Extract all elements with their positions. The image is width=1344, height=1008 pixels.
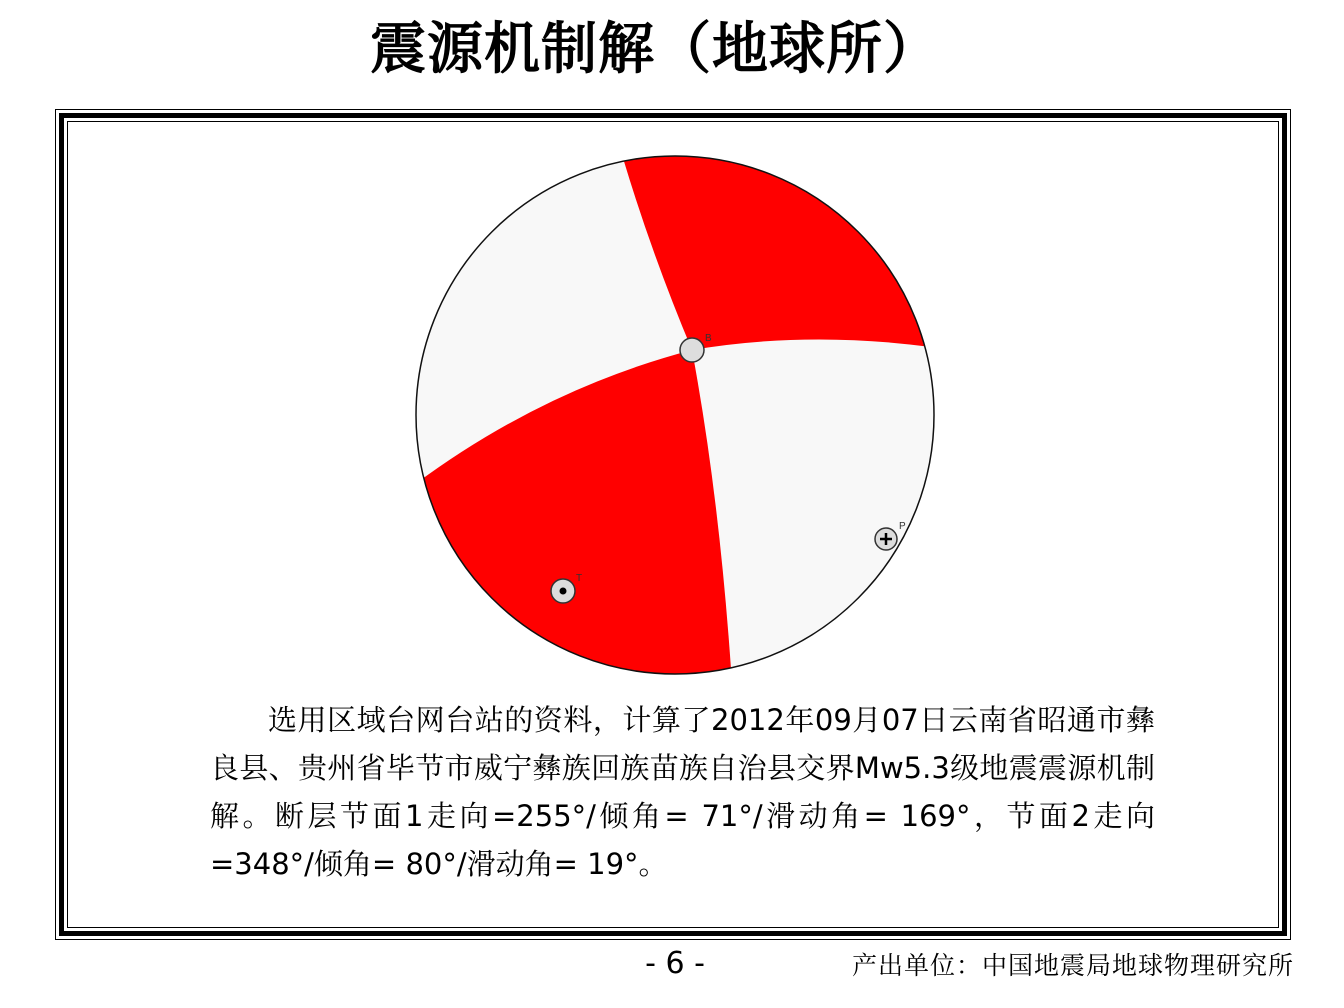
- description-text: 选用区域台网台站的资料，计算了2012年09月07日云南省昭通市彝良县、贵州省毕节市威宁彝族回族苗族自治县交界Mw5.3级地震震源机制解。断层节面1走向=255°/倾角= 71°/滑动角= 169°，节面2走向=348°/倾角= 80°/滑动角= 19°。: [210, 703, 1155, 881]
- p-axis-label: P: [899, 521, 906, 532]
- mechanism-description: [210, 696, 1155, 888]
- page-number: - 6 -: [645, 946, 705, 981]
- b-axis-label: B: [705, 333, 712, 344]
- page-title: 震源机制解（地球所）: [370, 17, 940, 82]
- t-axis-label: T: [576, 573, 583, 584]
- focal-mechanism-beachball: [405, 148, 945, 684]
- producer-credit: 产出单位：中国地震局地球物理研究所: [851, 951, 1294, 980]
